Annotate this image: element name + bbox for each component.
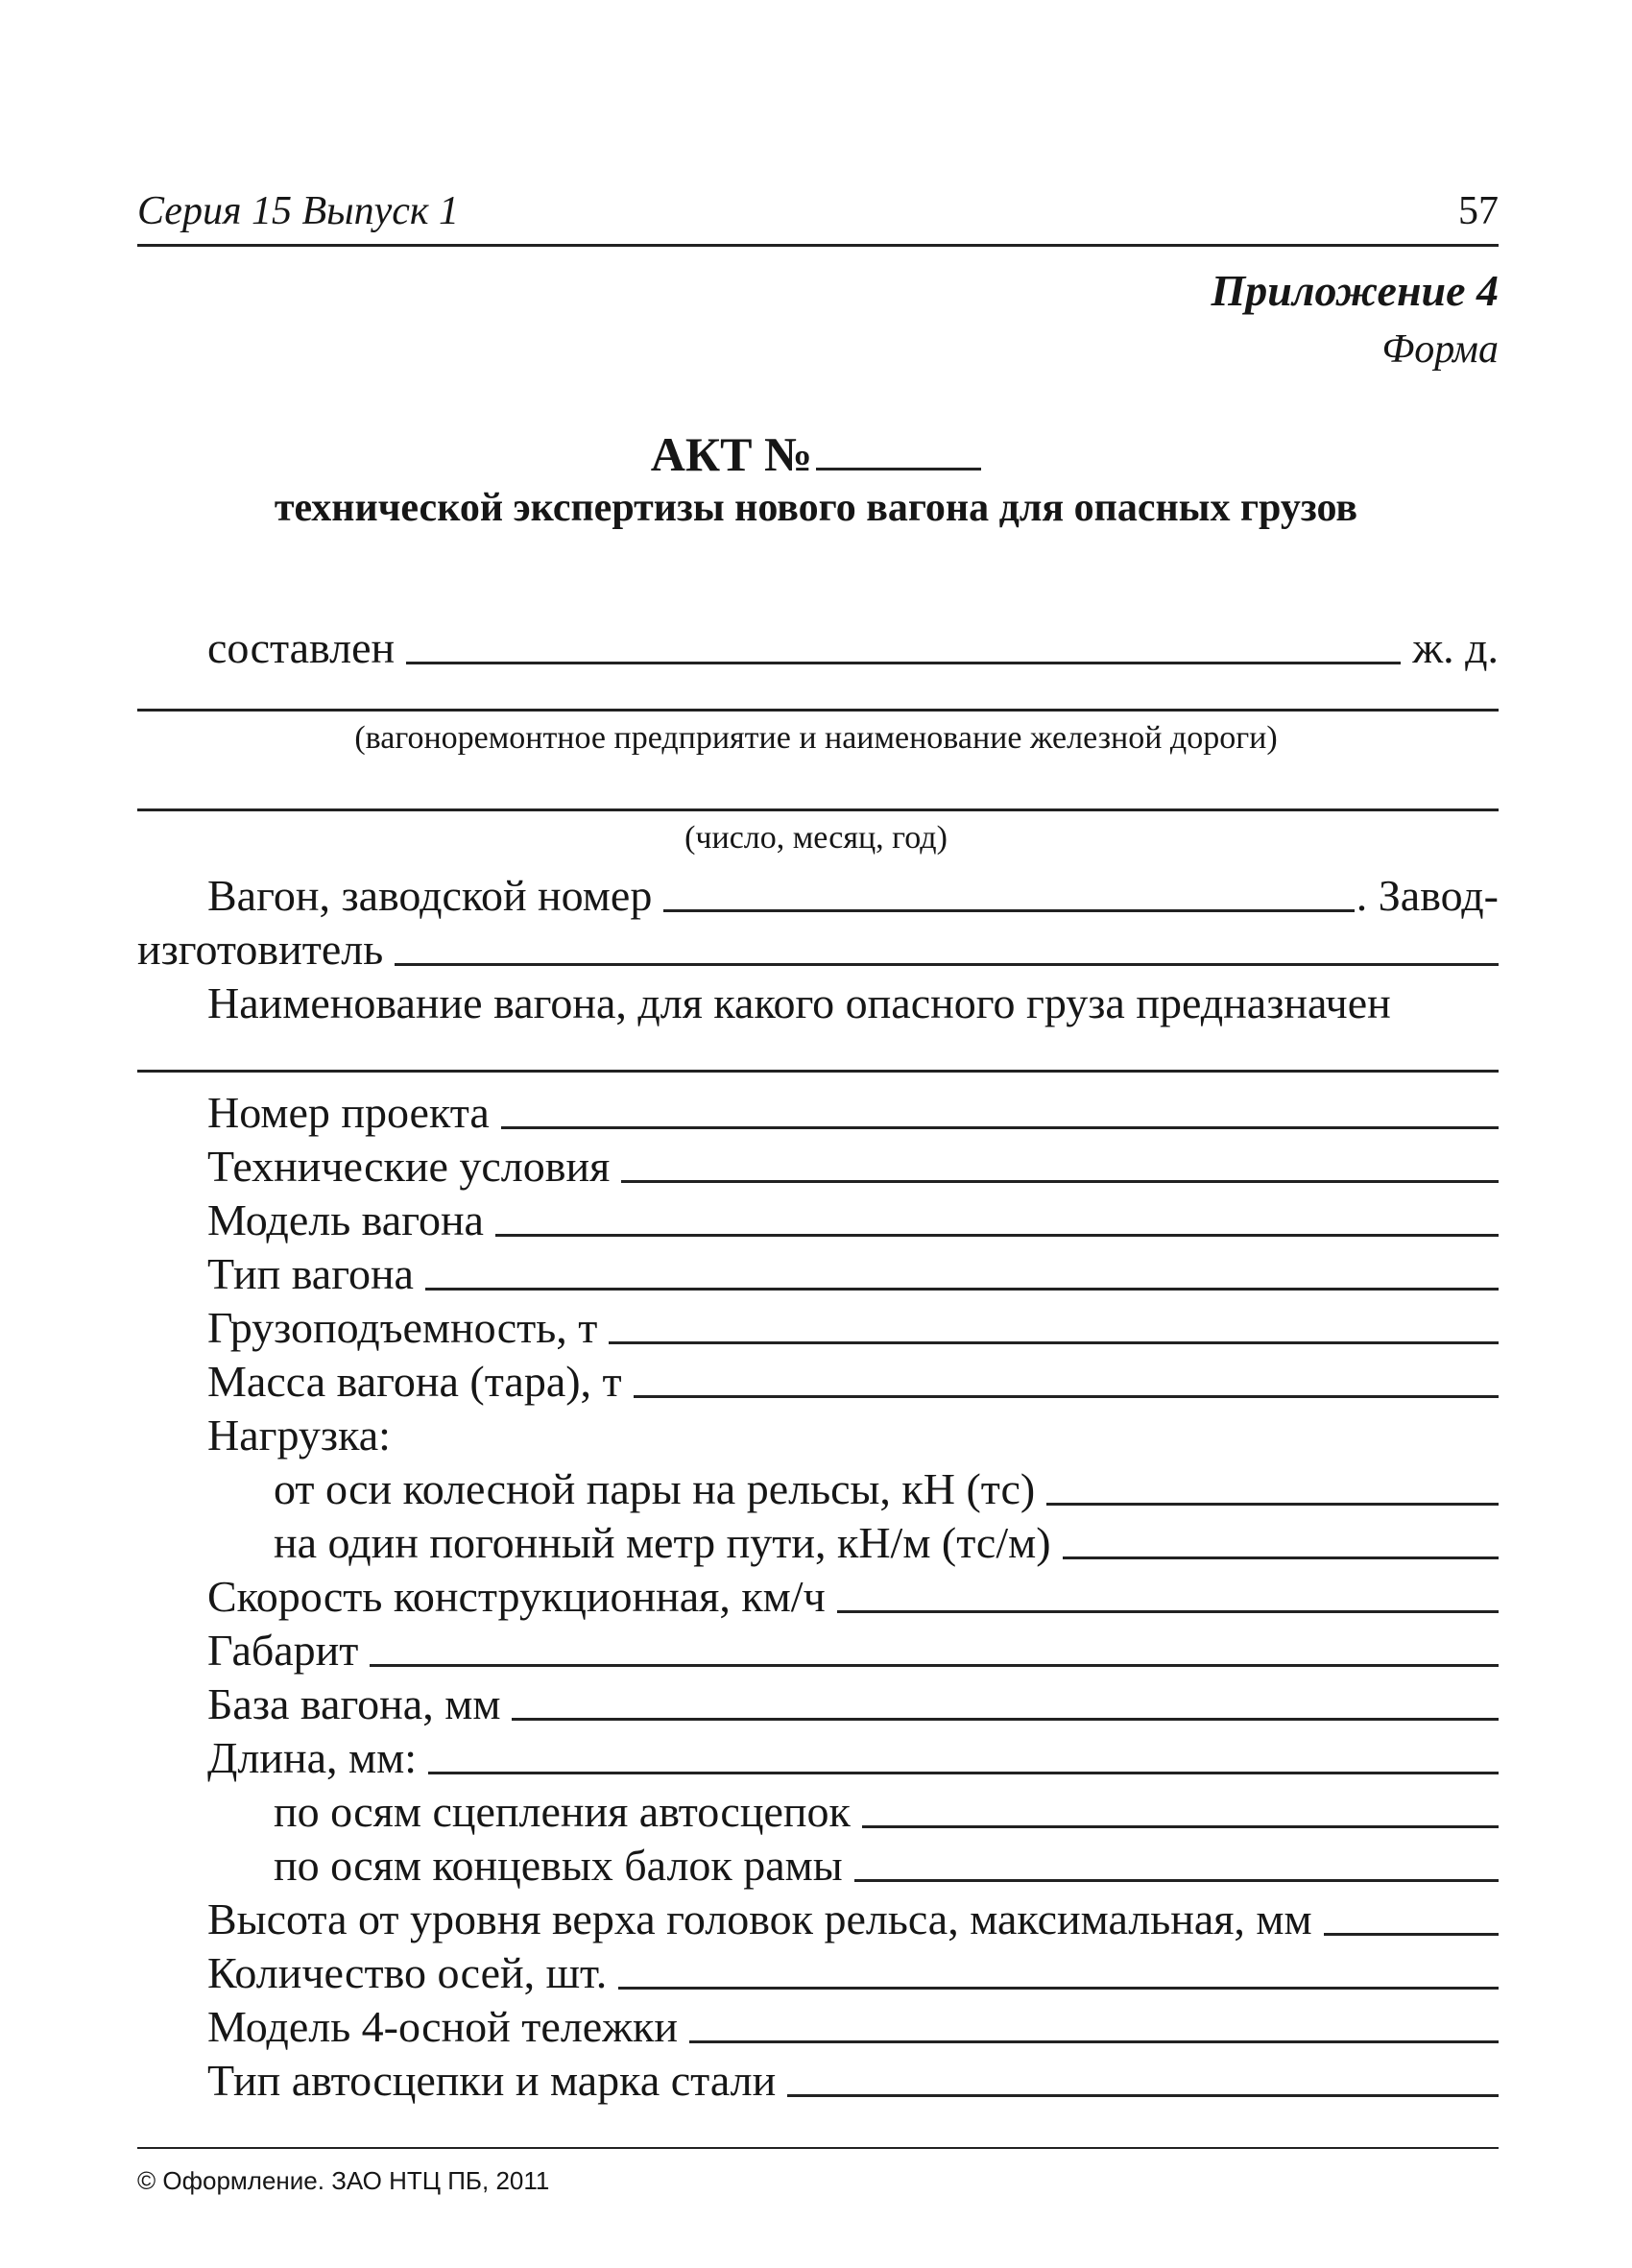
load-meter-field[interactable] [1063,1556,1499,1559]
act-subtitle: технической экспертизы нового вагона для опасных грузов [274,486,1358,530]
project-number-row [207,1081,1499,1135]
tech-conditions-label: Технические условия [207,1142,611,1191]
composed-label: составлен [207,623,396,672]
page-number: 57 [1458,189,1499,233]
speed-field[interactable] [837,1609,1499,1613]
speed-label: Скорость конструкционная, км/ч [207,1572,826,1621]
load-axle-field[interactable] [1046,1502,1499,1506]
coupler-field[interactable] [787,2093,1499,2097]
date-caption: (число, месяц, год) [684,820,948,856]
copyright: © Оформление. ЗАО НТЦ ПБ, 2011 [137,2166,550,2195]
height-row [207,1888,1499,1942]
type-field[interactable] [425,1287,1499,1291]
mass-label: Масса вагона (тара), т [207,1357,622,1406]
length-beams-label: по осям концевых балок рамы [274,1841,843,1890]
model-row [207,1189,1499,1243]
manufacturer-label: изготовитель [137,925,384,974]
bogie-row [207,1995,1499,2049]
wagon-name-row [207,972,1499,1025]
axles-row [207,1942,1499,1995]
load-meter-label: на один погонный метр пути, кН/м (тс/м) [274,1518,1051,1567]
length-couplers-row [274,1780,1499,1834]
length-beams-row [274,1834,1499,1888]
composed-field[interactable] [406,661,1401,664]
coupler-row [207,2049,1499,2103]
type-label: Тип вагона [207,1249,414,1298]
capacity-field[interactable] [609,1340,1499,1344]
enterprise-field[interactable] [137,709,1499,712]
act-title [0,426,1632,482]
coupler-label: Тип автосцепки и марка стали [207,2056,777,2105]
act-title-text: АКТ № [650,427,813,481]
manufacturer-field[interactable] [395,962,1499,966]
model-field[interactable] [495,1233,1499,1237]
mass-row [207,1350,1499,1404]
length-beams-field[interactable] [854,1878,1499,1882]
length-label: Длина, мм: [207,1733,417,1782]
base-row [207,1673,1499,1726]
railway-suffix: ж. д. [1412,623,1499,672]
gauge-field[interactable] [370,1663,1499,1667]
height-field[interactable] [1324,1932,1499,1936]
length-couplers-field[interactable] [862,1824,1499,1828]
manufacturer-prefix: . Завод- [1356,871,1499,920]
length-couplers-label: по осям сцепления автосцепок [274,1787,851,1836]
base-field[interactable] [512,1717,1499,1721]
gauge-label: Габарит [207,1626,359,1675]
bogie-label: Модель 4-осной тележки [207,2002,678,2051]
wagon-name-field[interactable] [137,1070,1499,1073]
date-field[interactable] [137,808,1499,811]
wagon-number-row [207,864,1499,918]
bogie-field[interactable] [689,2039,1499,2043]
tech-conditions-row [207,1135,1499,1189]
length-field[interactable] [428,1771,1499,1774]
load-axle-label: от оси колесной пары на рельсы, кН (тс) [274,1464,1036,1513]
project-number-field[interactable] [501,1125,1499,1129]
speed-row [207,1565,1499,1619]
running-header [137,184,1499,247]
load-label: Нагрузка: [207,1411,391,1460]
wagon-number-label: Вагон, заводской номер [207,871,653,920]
base-label: База вагона, мм [207,1679,501,1728]
form-label: Форма [1381,327,1499,372]
mass-field[interactable] [634,1394,1499,1398]
axles-label: Количество осей, шт. [207,1948,608,1997]
axles-field[interactable] [618,1986,1499,1990]
load-row [207,1404,1499,1458]
load-axle-row [274,1458,1499,1511]
load-meter-row [274,1511,1499,1565]
enterprise-caption: (вагоноремонтное предприятие и наименование железной дороги) [354,720,1278,756]
appendix-title: Приложение 4 [1211,266,1499,315]
capacity-label: Грузоподъемность, т [207,1303,598,1352]
length-row [207,1726,1499,1780]
wagon-name-label: Наименование вагона, для какого опасного груза предназначен [207,978,1391,1027]
footer-divider [137,2147,1499,2149]
model-label: Модель вагона [207,1195,484,1244]
composed-row [207,616,1499,670]
wagon-number-field[interactable] [663,908,1354,912]
act-number-field[interactable] [816,433,981,470]
capacity-row [207,1296,1499,1350]
manufacturer-row [137,918,1499,972]
project-number-label: Номер проекта [207,1088,490,1137]
gauge-row [207,1619,1499,1673]
height-label: Высота от уровня верха головок рельса, максимальная, мм [207,1894,1312,1943]
type-row [207,1243,1499,1296]
tech-conditions-field[interactable] [621,1179,1499,1183]
series-label: Серия 15 Выпуск 1 [137,189,459,233]
